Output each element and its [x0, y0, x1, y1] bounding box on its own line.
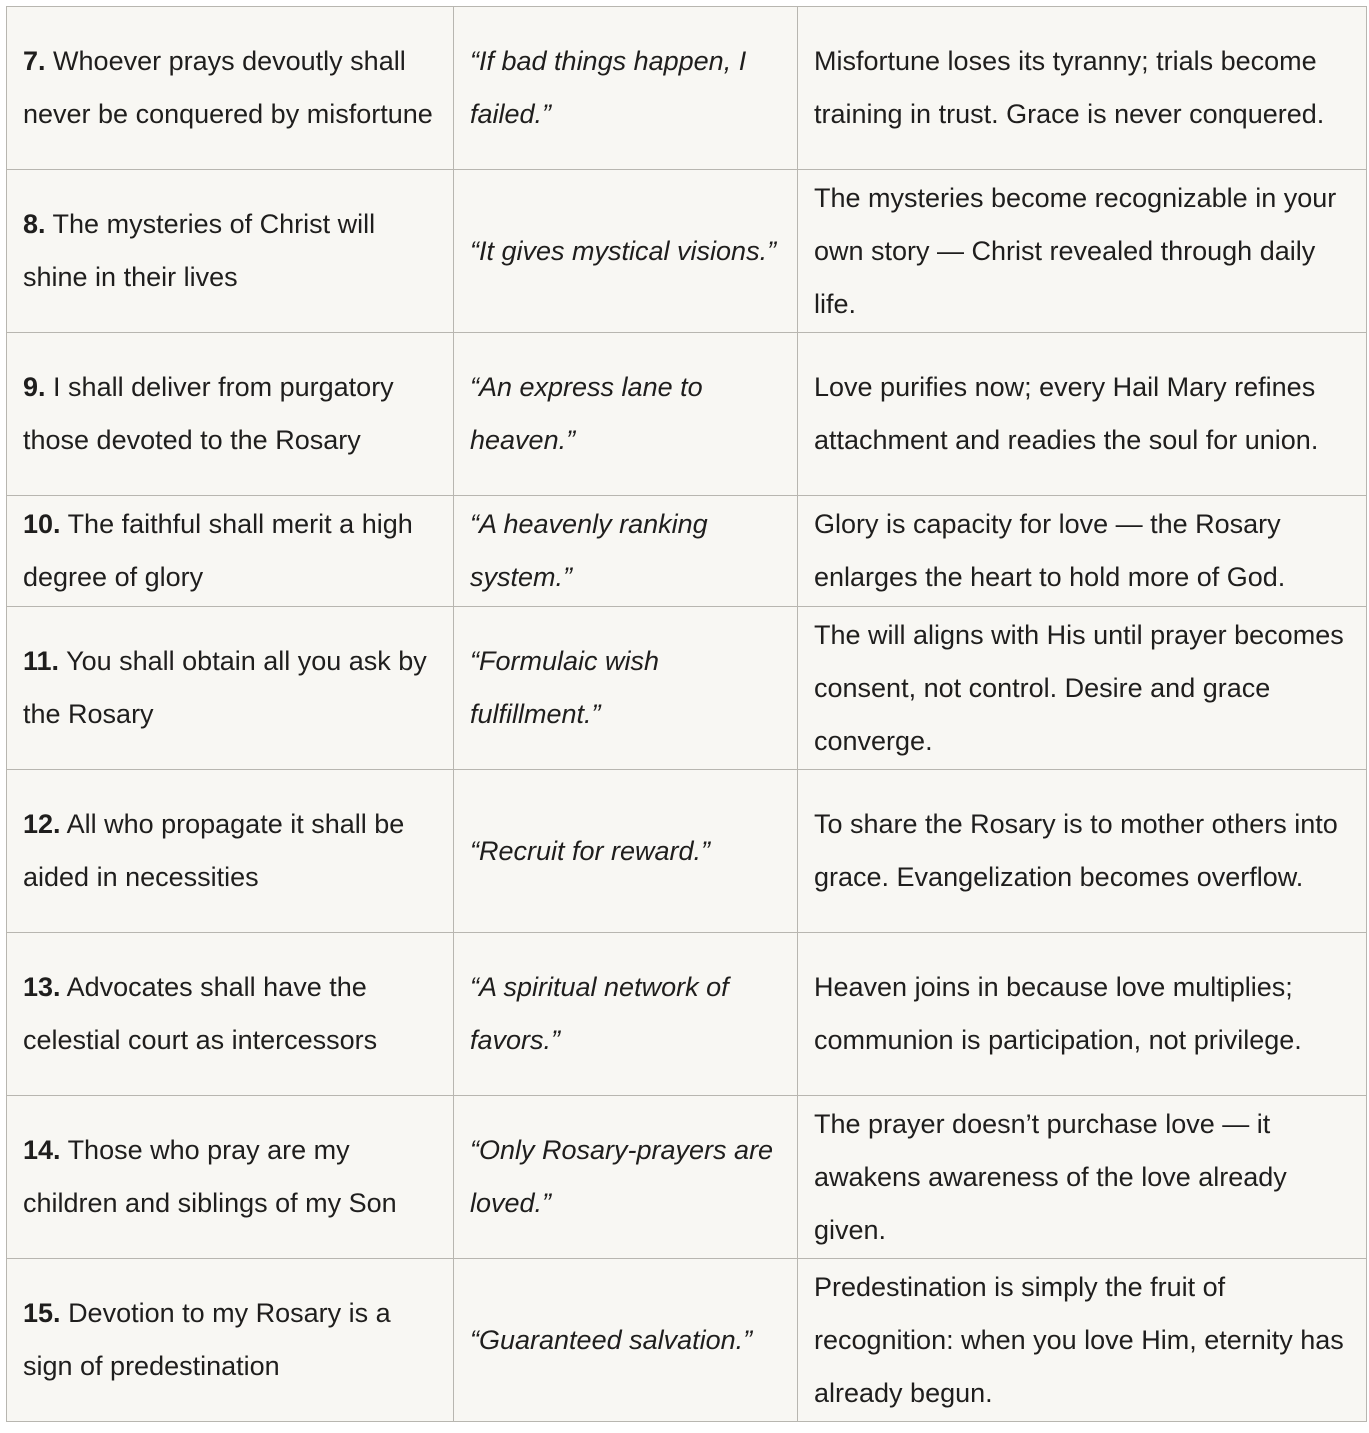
- meaning-cell: Heaven joins in because love multiplies; communion is participation, not privilege.: [798, 933, 1367, 1096]
- table-row: [7, 933, 1367, 1096]
- misreading-cell: “If bad things happen, I failed.”: [454, 7, 798, 170]
- table-row: [7, 607, 1367, 770]
- promise-number: 13.: [23, 972, 61, 1002]
- misreading-cell: “Formulaic wish fulfillment.”: [454, 607, 798, 770]
- promise-cell: [7, 1259, 454, 1422]
- meaning-cell: The prayer doesn’t purchase love — it awakens awareness of the love already given.: [798, 1096, 1367, 1259]
- promise-cell: [7, 333, 454, 496]
- meaning-cell: To share the Rosary is to mother others into grace. Evangelization becomes overflow.: [798, 770, 1367, 933]
- meaning-cell: Glory is capacity for love — the Rosary enlarges the heart to hold more of God.: [798, 496, 1367, 607]
- promise-text: The mysteries of Christ will shine in their lives: [23, 209, 376, 292]
- promise-cell: [7, 770, 454, 933]
- meaning-cell: Misfortune loses its tyranny; trials become training in trust. Grace is never conquered.: [798, 7, 1367, 170]
- promise-cell: [7, 607, 454, 770]
- promise-cell: [7, 496, 454, 607]
- misreading-cell: “It gives mystical visions.”: [454, 170, 798, 333]
- promise-text: I shall deliver from purgatory those devoted to the Rosary: [23, 372, 394, 455]
- promise-cell: [7, 933, 454, 1096]
- rosary-promises-table-container: [6, 6, 1366, 1422]
- table-row: [7, 170, 1367, 333]
- promise-number: 15.: [23, 1298, 61, 1328]
- promise-number: 14.: [23, 1135, 61, 1165]
- promise-text: Those who pray are my children and siblings of my Son: [23, 1135, 397, 1218]
- table-row: [7, 1096, 1367, 1259]
- promise-number: 8.: [23, 209, 46, 239]
- meaning-cell: The will aligns with His until prayer becomes consent, not control. Desire and grace converge.: [798, 607, 1367, 770]
- meaning-cell: Love purifies now; every Hail Mary refines attachment and readies the soul for union.: [798, 333, 1367, 496]
- table-row: [7, 7, 1367, 170]
- promise-text: Advocates shall have the celestial court as intercessors: [23, 972, 378, 1055]
- promise-text: Devotion to my Rosary is a sign of predestination: [23, 1298, 391, 1381]
- promise-number: 12.: [23, 809, 61, 839]
- table-row: [7, 496, 1367, 607]
- misreading-cell: “Recruit for reward.”: [454, 770, 798, 933]
- meaning-cell: The mysteries become recognizable in your own story — Christ revealed through daily life.: [798, 170, 1367, 333]
- meaning-cell: Predestination is simply the fruit of recognition: when you love Him, eternity has already begun.: [798, 1259, 1367, 1422]
- promise-cell: [7, 170, 454, 333]
- promise-number: 10.: [23, 509, 61, 539]
- misreading-cell: “Only Rosary-prayers are loved.”: [454, 1096, 798, 1259]
- promise-cell: [7, 7, 454, 170]
- promise-number: 7.: [23, 46, 46, 76]
- misreading-cell: “Guaranteed salvation.”: [454, 1259, 798, 1422]
- promise-text: You shall obtain all you ask by the Rosary: [23, 646, 427, 729]
- promise-text: The faithful shall merit a high degree of glory: [23, 509, 413, 592]
- promise-text: Whoever prays devoutly shall never be conquered by misfortune: [23, 46, 433, 129]
- promise-text: All who propagate it shall be aided in necessities: [23, 809, 405, 892]
- promise-cell: [7, 1096, 454, 1259]
- table-row: [7, 333, 1367, 496]
- promise-number: 9.: [23, 372, 46, 402]
- table-row: [7, 1259, 1367, 1422]
- rosary-promises-table: [6, 6, 1367, 1422]
- table-row: [7, 770, 1367, 933]
- misreading-cell: “A heavenly ranking system.”: [454, 496, 798, 607]
- misreading-cell: “A spiritual network of favors.”: [454, 933, 798, 1096]
- misreading-cell: “An express lane to heaven.”: [454, 333, 798, 496]
- promise-number: 11.: [23, 646, 60, 676]
